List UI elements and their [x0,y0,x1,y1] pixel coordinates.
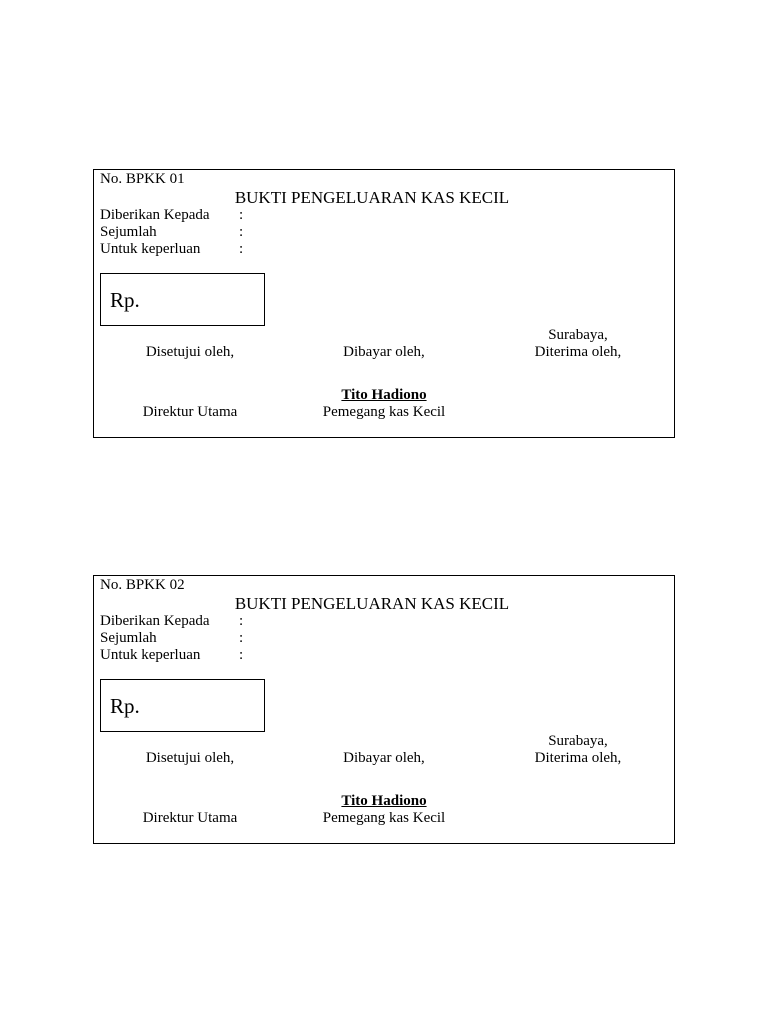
field-label-recipient: Diberikan Kepada [100,613,210,629]
voucher-title: BUKTI PENGELUARAN KAS KECIL [234,594,510,613]
paid-by-label: Dibayar oleh, [343,344,425,360]
field-label-amount: Sejumlah [100,630,157,646]
field-label-recipient: Diberikan Kepada [100,207,210,223]
received-by-label: Diterima oleh, [534,750,622,766]
field-label-purpose: Untuk keperluan [100,241,201,257]
approved-by-label: Disetujui oleh, [145,344,235,360]
field-label-amount: Sejumlah [100,224,157,240]
amount-currency-label: Rp. [110,694,140,718]
field-separator: : [239,630,244,646]
voucher-bpkk-02 [93,575,675,844]
city-label: Surabaya, [548,327,608,343]
cashier-title: Pemegang kas Kecil [322,404,446,420]
amount-box [100,679,265,732]
cashier-title: Pemegang kas Kecil [322,810,446,826]
amount-box [100,273,265,326]
field-separator: : [239,647,244,663]
field-separator: : [239,241,244,257]
field-separator: : [239,224,244,240]
approved-by-label: Disetujui oleh, [145,750,235,766]
paid-by-label: Dibayar oleh, [343,750,425,766]
voucher-title: BUKTI PENGELUARAN KAS KECIL [234,188,510,207]
field-separator: : [239,613,244,629]
approver-title: Direktur Utama [142,404,238,420]
field-label-purpose: Untuk keperluan [100,647,201,663]
approver-title: Direktur Utama [142,810,238,826]
amount-currency-label: Rp. [110,288,140,312]
voucher-bpkk-01 [93,169,675,438]
received-by-label: Diterima oleh, [534,344,622,360]
voucher-number: No. BPKK 02 [100,577,185,593]
cashier-name: Tito Hadiono [341,387,427,403]
cashier-name: Tito Hadiono [341,793,427,809]
city-label: Surabaya, [548,733,608,749]
field-separator: : [239,207,244,223]
voucher-number: No. BPKK 01 [100,171,185,187]
